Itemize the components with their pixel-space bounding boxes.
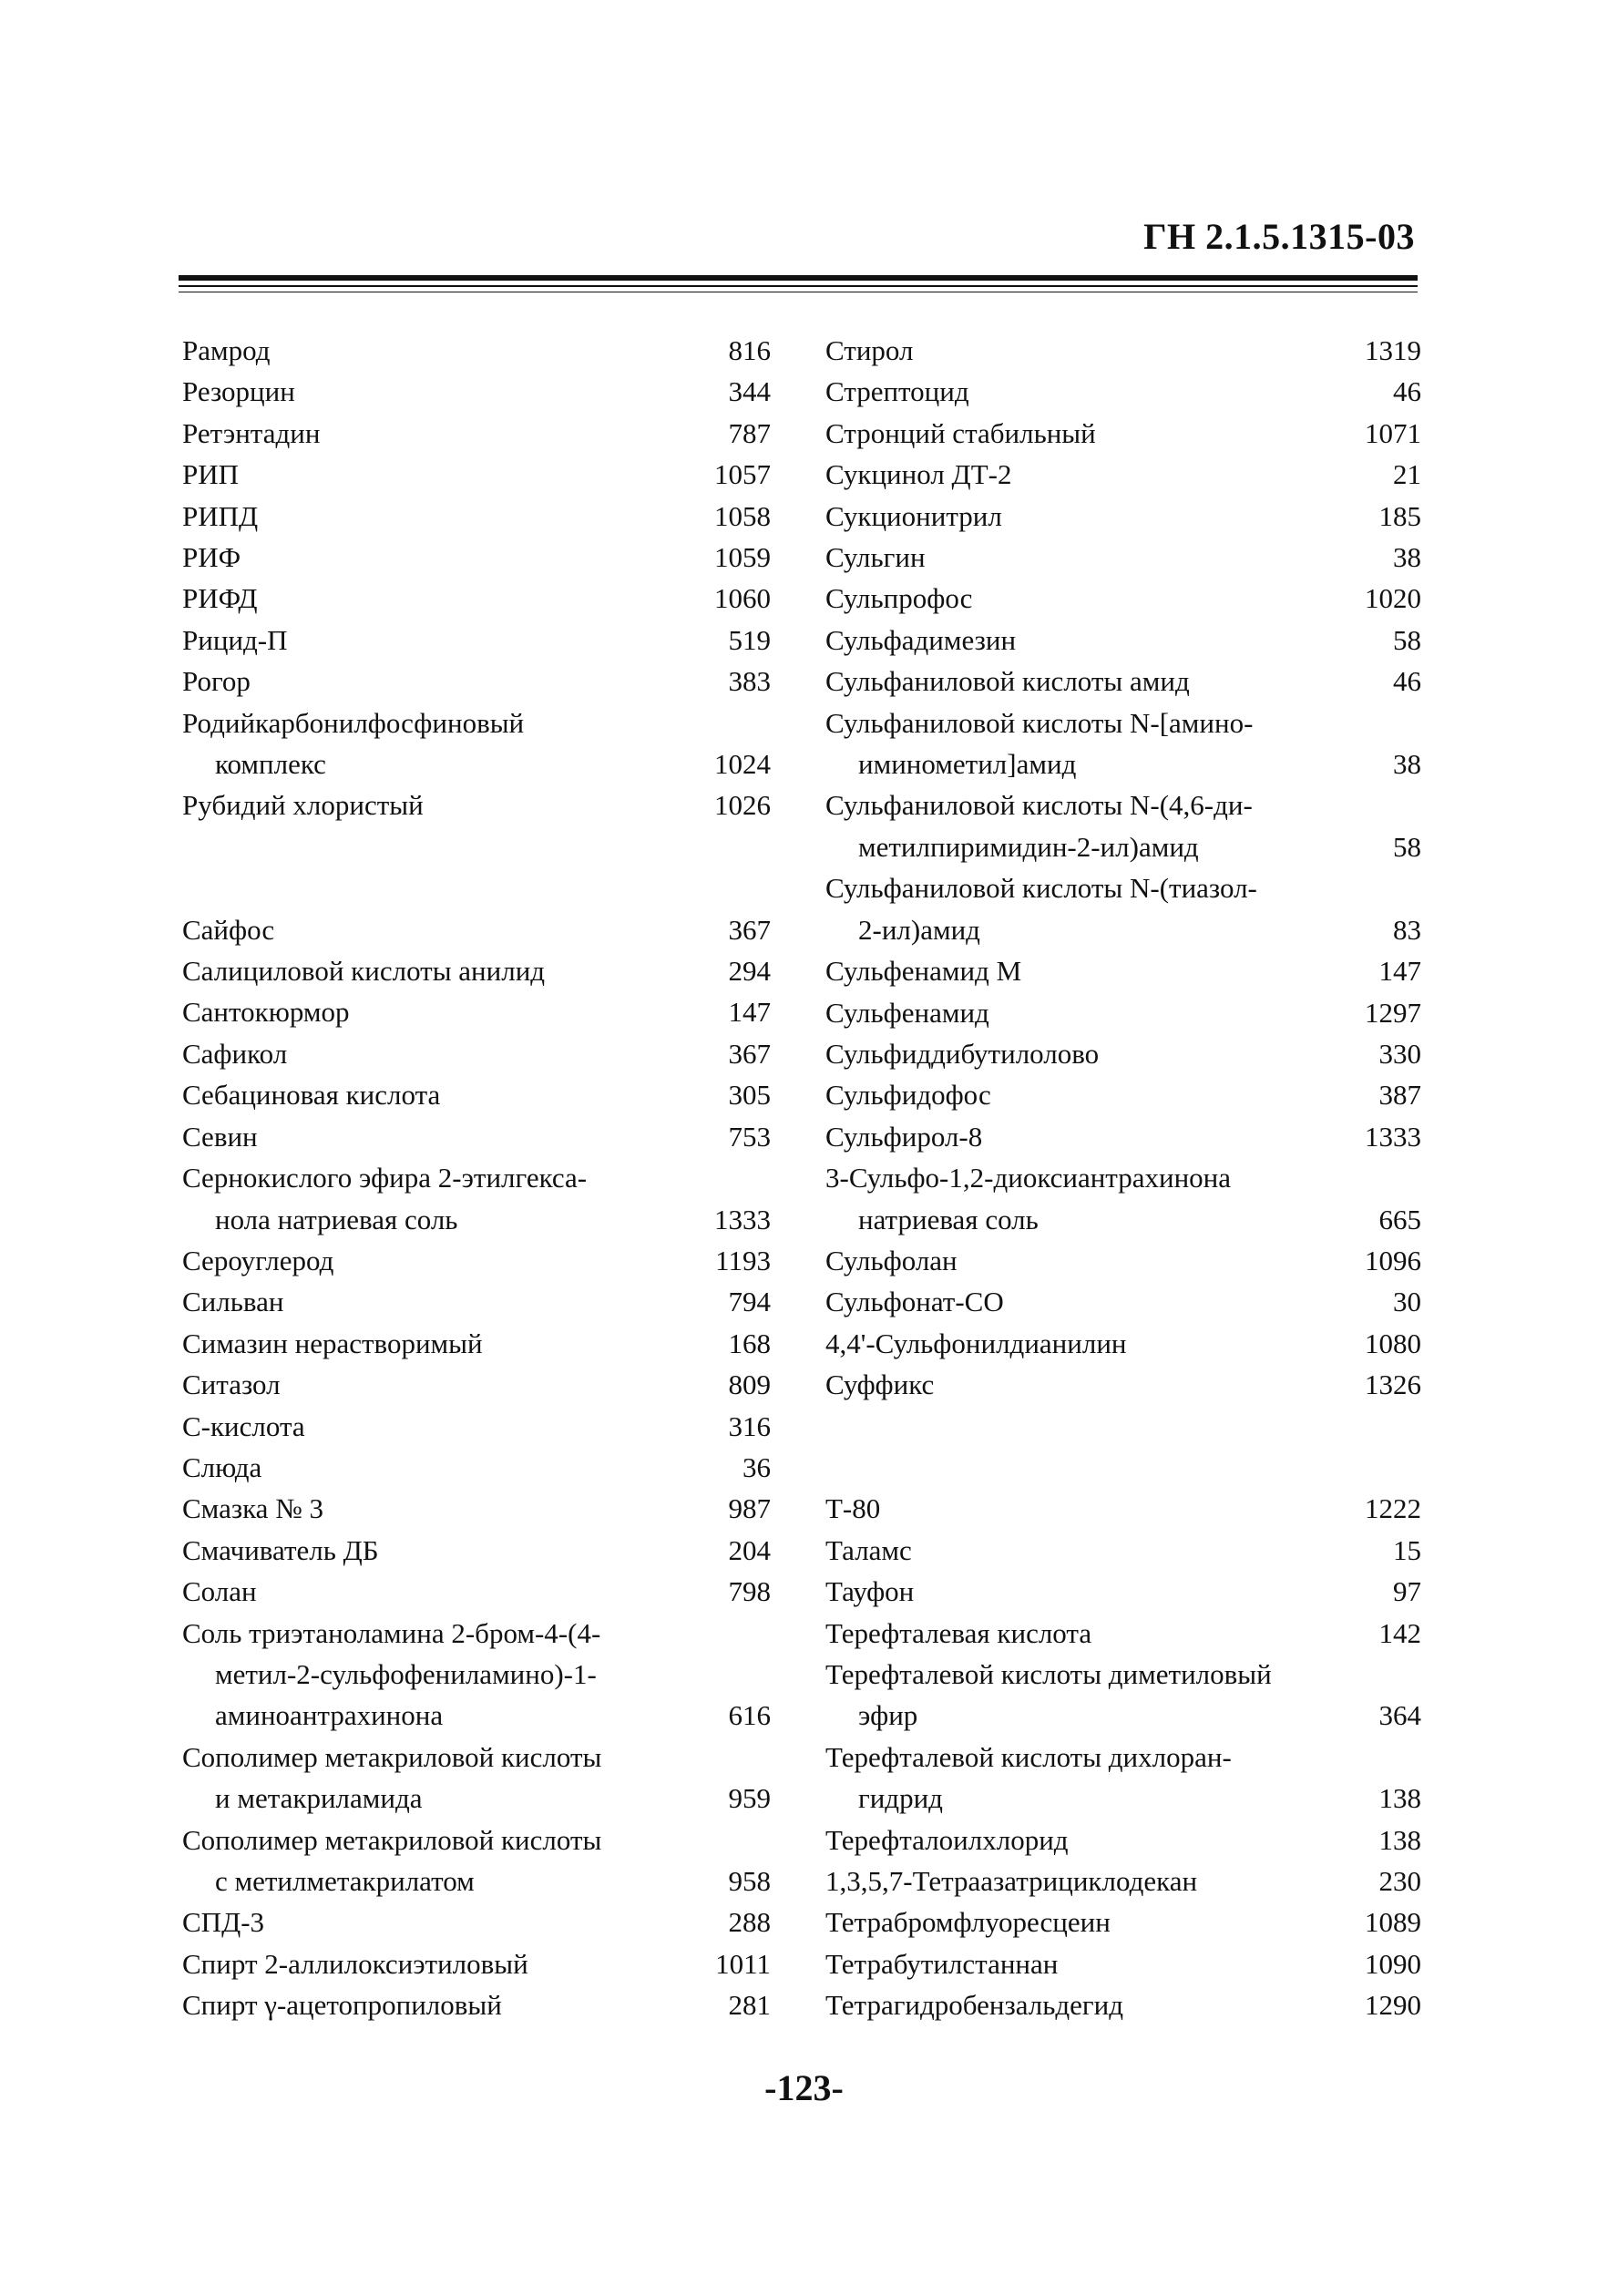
- entry-name: Сантокюрмор: [182, 996, 350, 1029]
- index-entry: [825, 992, 1421, 1033]
- index-entry: [825, 537, 1421, 578]
- entry-name: Сульпрофос: [825, 582, 973, 615]
- index-entry: [182, 1613, 771, 1654]
- entry-page-number: 1057: [714, 458, 771, 491]
- index-entry-continuation: [182, 1199, 771, 1240]
- entry-name: Спирт γ-ацетопропиловый: [182, 1989, 502, 2022]
- entry-page-number: 1071: [1365, 416, 1421, 449]
- entry-page-number: 794: [728, 1286, 771, 1318]
- entry-name: 3-Сульфо-1,2-диоксиантрахинона: [825, 1162, 1232, 1194]
- entry-page-number: 1319: [1365, 334, 1421, 366]
- entry-page-number: 1089: [1365, 1906, 1421, 1939]
- entry-page-number: 46: [1393, 375, 1421, 408]
- entry-name: РИФД: [182, 582, 258, 615]
- index-entry: [182, 330, 771, 371]
- entry-page-number: 288: [728, 1906, 771, 1939]
- entry-name: Тауфон: [825, 1575, 915, 1608]
- entry-name: Соль триэтаноламина 2-бром-4-(4-: [182, 1616, 601, 1649]
- entry-name: Суффикс: [825, 1368, 935, 1401]
- entry-name: аминоантрахинона: [215, 1699, 444, 1732]
- entry-name: Резорцин: [182, 375, 295, 408]
- entry-page-number: 958: [728, 1865, 771, 1897]
- index-entry: [182, 1819, 771, 1860]
- index-entry: [825, 1240, 1421, 1281]
- page-number: -123-: [764, 2067, 844, 2108]
- entry-page-number: 36: [743, 1450, 771, 1483]
- entry-name: 1,3,5,7-Тетраазатрициклодекан: [825, 1865, 1198, 1897]
- index-entry: [182, 1157, 771, 1198]
- entry-page-number: 1297: [1365, 996, 1421, 1029]
- entry-name: Сульфаниловой кислоты N-[амино-: [825, 706, 1254, 739]
- index-entry-continuation: [182, 1654, 771, 1695]
- entry-name: Спирт 2-аллилоксиэтиловый: [182, 1947, 528, 1980]
- entry-name: Тетрагидробензальдегид: [825, 1989, 1123, 2022]
- entry-name: и метакриламида: [215, 1782, 423, 1815]
- index-entry: [182, 1571, 771, 1612]
- entry-page-number: 367: [728, 1037, 771, 1070]
- entry-name: Себациновая кислота: [182, 1079, 441, 1112]
- entry-name: Сероуглерод: [182, 1244, 334, 1276]
- index-entry-continuation: [825, 1199, 1421, 1240]
- entry-name: метилпиримидин-2-ил)амид: [858, 830, 1199, 863]
- entry-name: Сукцинол ДТ-2: [825, 458, 1012, 491]
- index-entry: [182, 702, 771, 743]
- entry-page-number: 1193: [715, 1244, 771, 1276]
- entry-name: иминометил]амид: [858, 748, 1077, 781]
- entry-page-number: 753: [728, 1120, 771, 1153]
- entry-name: Сульфолан: [825, 1244, 958, 1276]
- entry-page-number: 38: [1393, 748, 1421, 781]
- entry-name: Сайфос: [182, 913, 275, 946]
- entry-name: Сульфонат-СО: [825, 1286, 1004, 1318]
- entry-name: с метилметакрилатом: [215, 1865, 475, 1897]
- index-entry: [825, 1323, 1421, 1364]
- header-rule-medium: [179, 285, 1418, 287]
- entry-name: Слюда: [182, 1450, 262, 1483]
- index-entry: [825, 1116, 1421, 1157]
- entry-name: Ретэнтадин: [182, 416, 321, 449]
- index-entry-continuation: [825, 1695, 1421, 1736]
- entry-name: метил-2-сульфофениламино)-1-: [215, 1657, 597, 1690]
- entry-name: Ситазол: [182, 1368, 281, 1401]
- entry-page-number: 38: [1393, 541, 1421, 574]
- entry-page-number: 142: [1378, 1616, 1421, 1649]
- entry-name: Стронций стабильный: [825, 416, 1096, 449]
- entry-page-number: 798: [728, 1575, 771, 1608]
- document-code: ГН 2.1.5.1315-03: [1143, 216, 1415, 257]
- index-entry: [825, 867, 1421, 908]
- header-rule-thick: [179, 275, 1418, 281]
- entry-page-number: 1290: [1365, 1989, 1421, 2022]
- index-entry-continuation: [182, 1695, 771, 1736]
- entry-name: комплекс: [215, 748, 326, 781]
- index-entry: [825, 496, 1421, 537]
- index-entry: [825, 1281, 1421, 1322]
- entry-name: Стрептоцид: [825, 375, 969, 408]
- entry-name: Солан: [182, 1575, 257, 1608]
- section-gap: [825, 1406, 1421, 1447]
- section-gap: [825, 1447, 1421, 1488]
- index-entry: [182, 1984, 771, 2025]
- index-entry: [825, 1613, 1421, 1654]
- index-entry: [182, 1406, 771, 1447]
- entry-page-number: 1090: [1365, 1947, 1421, 1980]
- index-entry: [825, 578, 1421, 619]
- index-entry: [825, 1860, 1421, 1901]
- entry-page-number: 1326: [1365, 1368, 1421, 1401]
- entry-name: Родийкарбонилфосфиновый: [182, 706, 525, 739]
- entry-name: эфир: [858, 1699, 918, 1732]
- index-entry: [825, 1364, 1421, 1405]
- index-entry: [182, 1033, 771, 1074]
- entry-name: РИП: [182, 458, 240, 491]
- entry-name: 4,4'-Сульфонилдианилин: [825, 1327, 1127, 1359]
- entry-page-number: 138: [1378, 1823, 1421, 1856]
- index-entry: [825, 1033, 1421, 1074]
- entry-page-number: 344: [728, 375, 771, 408]
- entry-name: нола натриевая соль: [215, 1203, 458, 1235]
- index-entry: [182, 1074, 771, 1115]
- entry-page-number: 30: [1393, 1286, 1421, 1318]
- entry-page-number: 616: [728, 1699, 771, 1732]
- index-entry: [182, 371, 771, 412]
- index-column-right: [825, 330, 1421, 2026]
- index-entry: [825, 784, 1421, 825]
- entry-page-number: 383: [728, 665, 771, 698]
- entry-name: Таламс: [825, 1533, 912, 1566]
- entry-page-number: 294: [728, 955, 771, 988]
- index-entry: [825, 1901, 1421, 1942]
- index-entry: [182, 578, 771, 619]
- entry-page-number: 46: [1393, 665, 1421, 698]
- index-entry: [182, 991, 771, 1032]
- index-entry: [182, 1364, 771, 1405]
- entry-page-number: 1011: [715, 1947, 771, 1980]
- index-entry: [182, 1447, 771, 1488]
- index-entry: [825, 950, 1421, 991]
- entry-page-number: 1096: [1365, 1244, 1421, 1276]
- entry-name: Сульфенамид М: [825, 955, 1022, 988]
- index-entry: [182, 1530, 771, 1571]
- index-entry: [825, 1530, 1421, 1571]
- entry-page-number: 230: [1378, 1865, 1421, 1897]
- index-entry: [182, 1281, 771, 1322]
- entry-page-number: 281: [728, 1989, 771, 2022]
- index-entry-continuation: [182, 743, 771, 784]
- index-entry: [825, 1654, 1421, 1695]
- index-column-left: [182, 330, 771, 2026]
- entry-name: Сульфирол-8: [825, 1120, 983, 1153]
- index-entry: [825, 330, 1421, 371]
- entry-name: Салициловой кислоты анилид: [182, 955, 546, 988]
- entry-name: СПД-3: [182, 1906, 265, 1939]
- index-entry: [182, 784, 771, 825]
- entry-name: Сополимер метакриловой кислоты: [182, 1823, 602, 1856]
- entry-page-number: 316: [728, 1409, 771, 1442]
- entry-name: Рогор: [182, 665, 251, 698]
- index-entry: [182, 1116, 771, 1157]
- entry-page-number: 147: [1378, 955, 1421, 988]
- entry-name: 2-ил)амид: [858, 913, 980, 946]
- index-entry: [825, 1488, 1421, 1529]
- entry-name: гидрид: [858, 1782, 943, 1815]
- entry-page-number: 83: [1393, 913, 1421, 946]
- section-gap: [182, 867, 771, 908]
- entry-page-number: 185: [1378, 499, 1421, 532]
- entry-page-number: 959: [728, 1782, 771, 1815]
- index-entry: [825, 1819, 1421, 1860]
- index-entry: [182, 413, 771, 454]
- entry-page-number: 97: [1393, 1575, 1421, 1608]
- index-entry: [182, 950, 771, 991]
- entry-name: Рамрод: [182, 334, 271, 366]
- index-entry: [182, 1737, 771, 1778]
- index-entry: [182, 1323, 771, 1364]
- index-entry: [182, 661, 771, 702]
- entry-page-number: 1058: [714, 499, 771, 532]
- index-entry: [825, 1737, 1421, 1778]
- entry-name: Сернокислого эфира 2-этилгекса-: [182, 1162, 588, 1194]
- entry-page-number: 367: [728, 913, 771, 946]
- entry-page-number: 809: [728, 1368, 771, 1401]
- entry-page-number: 1059: [714, 541, 771, 574]
- index-entry: [825, 1984, 1421, 2025]
- entry-name: Симазин нерастворимый: [182, 1327, 483, 1359]
- entry-name: Тетрабромфлуоресцеин: [825, 1906, 1111, 1939]
- entry-name: Сульгин: [825, 541, 926, 574]
- entry-name: Терефталевая кислота: [825, 1616, 1092, 1649]
- entry-page-number: 305: [728, 1079, 771, 1112]
- entry-page-number: 15: [1393, 1533, 1421, 1566]
- entry-name: Севин: [182, 1120, 258, 1153]
- index-entry: [825, 1943, 1421, 1984]
- index-entry-continuation: [182, 1778, 771, 1819]
- entry-page-number: 1333: [1365, 1120, 1421, 1153]
- entry-name: РИФ: [182, 541, 241, 574]
- index-entry: [825, 702, 1421, 743]
- entry-page-number: 168: [728, 1327, 771, 1359]
- entry-name: Терефталевой кислоты дихлоран-: [825, 1740, 1232, 1773]
- entry-name: Т-80: [825, 1492, 881, 1525]
- entry-name: Сульфаниловой кислоты амид: [825, 665, 1190, 698]
- index-entry-continuation: [182, 1860, 771, 1901]
- entry-name: Смазка № 3: [182, 1492, 324, 1525]
- entry-name: натриевая соль: [858, 1203, 1039, 1235]
- entry-page-number: 1020: [1365, 582, 1421, 615]
- index-entry: [825, 620, 1421, 661]
- entry-page-number: 519: [728, 623, 771, 656]
- entry-name: Сульфаниловой кислоты N-(тиазол-: [825, 872, 1257, 905]
- index-entry: [182, 1943, 771, 1984]
- index-entry: [825, 454, 1421, 495]
- index-entry-continuation: [825, 743, 1421, 784]
- index-entry-continuation: [825, 826, 1421, 867]
- entry-name: Сульфидофос: [825, 1079, 991, 1112]
- entry-name: Сульфенамид: [825, 996, 989, 1029]
- entry-name: Сукционитрил: [825, 499, 1002, 532]
- entry-page-number: 387: [1378, 1079, 1421, 1112]
- index-entry: [182, 1240, 771, 1281]
- index-entry-continuation: [825, 909, 1421, 950]
- entry-page-number: 204: [728, 1533, 771, 1566]
- entry-page-number: 1333: [714, 1203, 771, 1235]
- entry-page-number: 330: [1378, 1037, 1421, 1070]
- entry-page-number: 787: [728, 416, 771, 449]
- index-entry: [182, 1901, 771, 1942]
- entry-name: С-кислота: [182, 1409, 305, 1442]
- entry-page-number: 1026: [714, 789, 771, 822]
- index-entry: [825, 413, 1421, 454]
- entry-name: Сафикол: [182, 1037, 288, 1070]
- entry-name: Сильван: [182, 1286, 284, 1318]
- entry-name: Смачиватель ДБ: [182, 1533, 379, 1566]
- entry-name: Сополимер метакриловой кислоты: [182, 1740, 602, 1773]
- index-entry: [825, 1571, 1421, 1612]
- entry-name: Рубидий хлористый: [182, 789, 424, 822]
- entry-page-number: 665: [1378, 1203, 1421, 1235]
- entry-page-number: 1222: [1365, 1492, 1421, 1525]
- entry-page-number: 21: [1393, 458, 1421, 491]
- index-entry: [825, 1157, 1421, 1198]
- entry-page-number: 138: [1378, 1782, 1421, 1815]
- entry-page-number: 987: [728, 1492, 771, 1525]
- index-entry: [825, 1074, 1421, 1115]
- entry-name: Терефталевой кислоты диметиловый: [825, 1657, 1272, 1690]
- entry-page-number: 1024: [714, 748, 771, 781]
- index-entry: [182, 537, 771, 578]
- entry-name: Рицид-П: [182, 623, 288, 656]
- entry-page-number: 364: [1378, 1699, 1421, 1732]
- entry-page-number: 147: [728, 996, 771, 1029]
- index-entry: [825, 371, 1421, 412]
- index-entry: [182, 496, 771, 537]
- index-entry: [182, 620, 771, 661]
- entry-page-number: 816: [728, 334, 771, 366]
- entry-name: Сульфадимезин: [825, 623, 1017, 656]
- entry-page-number: 58: [1393, 623, 1421, 656]
- entry-name: Сульфиддибутилолово: [825, 1037, 1100, 1070]
- entry-page-number: 1060: [714, 582, 771, 615]
- entry-name: Терефталоилхлорид: [825, 1823, 1069, 1856]
- index-entry-continuation: [825, 1778, 1421, 1819]
- entry-page-number: 1080: [1365, 1327, 1421, 1359]
- entry-name: РИПД: [182, 499, 259, 532]
- entry-name: Сульфаниловой кислоты N-(4,6-ди-: [825, 789, 1253, 822]
- entry-page-number: 58: [1393, 830, 1421, 863]
- section-gap: [182, 826, 771, 867]
- index-entry: [182, 454, 771, 495]
- entry-name: Тетрабутилстаннан: [825, 1947, 1059, 1980]
- entry-name: Стирол: [825, 334, 914, 366]
- index-entry: [182, 1488, 771, 1529]
- index-entry: [182, 909, 771, 950]
- index-entry: [825, 661, 1421, 702]
